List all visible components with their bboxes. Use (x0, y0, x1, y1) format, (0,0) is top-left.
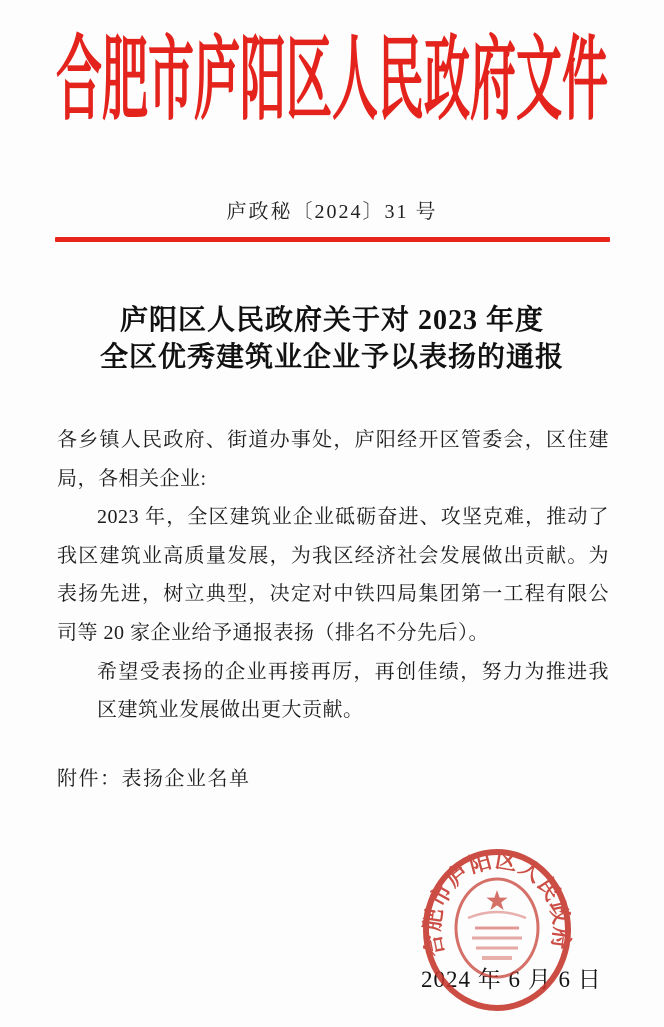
letterhead-title: 合肥市庐阳区人民政府文件 (56, 29, 608, 131)
red-divider-rule (55, 237, 610, 242)
seal-text: 合肥市庐阳区人民政府 (419, 846, 575, 959)
body-paragraph-2: 希望受表扬的企业再接再厉，再创佳绩，努力为推进我区建筑业发展做出更大贡献。 (97, 660, 609, 722)
document-title-line1: 庐阳区人民政府关于对 2023 年度 (119, 305, 544, 336)
attachment-reference: 附件：表扬企业名单 (57, 767, 251, 790)
salutation-paragraph: 各乡镇人民政府、街道办事处，庐阳经开区管委会，区住建局，各相关企业: (57, 429, 609, 490)
document-title (0, 302, 664, 376)
document-body (57, 421, 609, 798)
signature-date: 2024 年 6 月 6 日 (421, 967, 602, 992)
body-paragraph-1: 2023 年，全区建筑业企业砥砺奋进、攻坚克难，推动了我区建筑业高质量发展，为我区经济社会发展做出贡献。为表扬先进，树立典型，决定对中铁四局集团第一工程有限公司等 20 家企业给予通报表扬（排名不分先后）。 (57, 506, 609, 644)
document-number: 庐政秘〔2024〕31 号 (226, 201, 438, 223)
document-title-line2: 全区优秀建筑业企业予以表扬的通报 (99, 342, 564, 373)
national-emblem-icon (456, 879, 538, 977)
